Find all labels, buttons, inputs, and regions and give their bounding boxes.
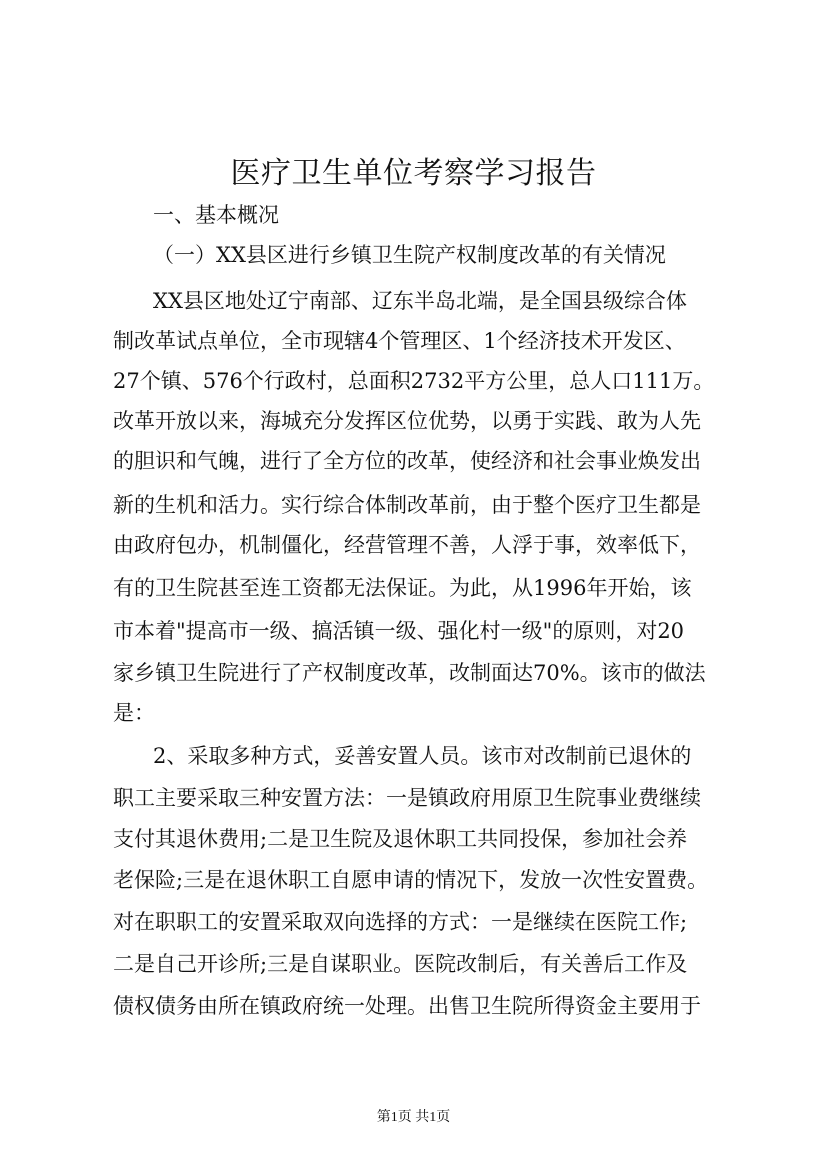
paragraph-line: 职工主要采取三种安置方法：一是镇政府用原卫生院事业费继续 bbox=[113, 786, 701, 810]
paragraph-line: 的胆识和气魄，进行了全方位的改革，使经济和社会事业焕发出 bbox=[113, 449, 701, 473]
paragraph-line: 制改革试点单位，全市现辖4个管理区、1个经济技术开发区、 bbox=[113, 329, 686, 353]
paragraph-line: 由政府包办，机制僵化，经营管理不善，人浮于事，效率低下， bbox=[113, 533, 701, 557]
paragraph-line: 是： bbox=[113, 701, 155, 725]
paragraph-line: 支付其退休费用;二是卫生院及退休职工共同投保，参加社会养 bbox=[113, 827, 688, 851]
paragraph-line: 2、采取多种方式，妥善安置人员。该市对改制前已退休的 bbox=[153, 744, 692, 768]
paragraph-line: 27个镇、576个行政村，总面积2732平方公里，总人口111万。 bbox=[113, 369, 715, 393]
paragraph-line: 对在职职工的安置采取双向选择的方式：一是继续在医院工作; bbox=[113, 910, 688, 934]
paragraph-line: 新的生机和活力。实行综合体制改革前，由于整个医疗卫生都是 bbox=[113, 493, 701, 517]
paragraph-line: 二是自己开诊所;三是自谋职业。医院改制后，有关善后工作及 bbox=[113, 952, 688, 976]
page-footer: 第1页 共1页 bbox=[376, 1110, 451, 1125]
paragraph-line: 市本着"提高市一级、搞活镇一级、强化村一级"的原则，对20 bbox=[113, 619, 685, 643]
paragraph-line: 债权债务由所在镇政府统一处理。出售卫生院所得资金主要用于 bbox=[113, 994, 701, 1018]
paragraph-line: 改革开放以来，海城充分发挥区位优势，以勇于实践、敢为人先 bbox=[113, 409, 701, 433]
paragraph-line: 有的卫生院甚至连工资都无法保证。为此，从1996年开始，该 bbox=[113, 576, 692, 600]
paragraph-line: 家乡镇卫生院进行了产权制度改革，改制面达70%。该市的做法 bbox=[113, 661, 706, 685]
paragraph-line: XX县区地处辽宁南部、辽东半岛北端，是全国县级综合体 bbox=[153, 289, 687, 313]
paragraph-line: 老保险;三是在退休职工自愿申请的情况下，发放一次性安置费。 bbox=[113, 868, 709, 892]
document-title: 医疗卫生单位考察学习报告 bbox=[230, 156, 597, 191]
section-heading: 一、基本概况 bbox=[153, 203, 279, 227]
subsection-heading: （一）XX县区进行乡镇卫生院产权制度改革的有关情况 bbox=[153, 243, 666, 267]
